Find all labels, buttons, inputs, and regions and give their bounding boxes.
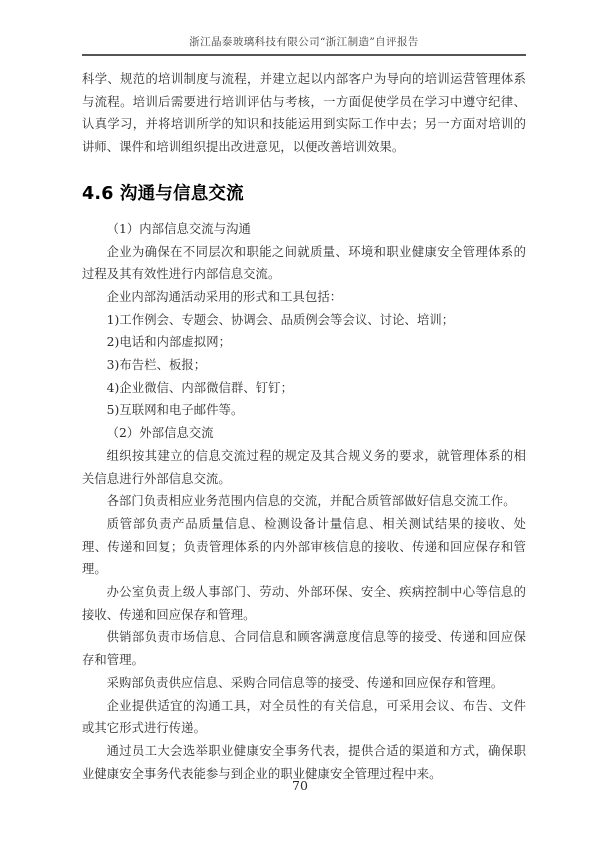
subsection-2-paragraph-3: 质管部负责产品质量信息、检测设备计量信息、相关测试结果的接收、处理、传递和回复；负责管理体系的内外部审核信息的接收、传递和回应保存和管理。 <box>82 516 526 577</box>
section-heading-block <box>82 181 526 207</box>
header-divider <box>82 54 526 56</box>
list-item: 4)企业微信、内部微信群、钉钉； <box>106 380 293 395</box>
subsection-1-paragraph-2: 企业内部沟通活动采用的形式和工具包括： <box>106 289 343 304</box>
list-item: 3)布告栏、板报； <box>106 358 207 373</box>
section-heading: 4.6 沟通与信息交流 <box>82 183 244 204</box>
subsection-2-paragraph-5: 供销部负责市场信息、合同信息和顾客满意度信息等的接受、传递和回应保存和管理。 <box>82 630 526 668</box>
subsection-2-paragraph-2: 各部门负责相应业务范围内信息的交流，并配合质管部做好信息交流工作。 <box>106 494 516 509</box>
subsection-2-paragraph-6: 采购部负责供应信息、采购合同信息等的接受、传递和回应保存和管理。 <box>106 675 504 690</box>
subsection-2-paragraph-8: 通过员工大会选举职业健康安全事务代表，提供合适的渠道和方式，确保职业健康安全事务代表能参与到企业的职业健康安全管理过程中来。 <box>82 743 526 781</box>
subsection-2-paragraph-1: 组织按其建立的信息交流过程的规定及其合规义务的要求，就管理体系的相关信息进行外部信息交流。 <box>82 448 526 486</box>
page-number: 70 <box>292 778 308 793</box>
list-item: 2)电话和内部虚拟网； <box>106 335 231 350</box>
list-item: 1)工作例会、专题会、协调会、品质例会等会议、讨论、培训； <box>106 312 455 327</box>
page-header <box>82 34 526 56</box>
intro-paragraph: 科学、规范的培训制度与流程，并建立起以内部客户为导向的培训运营管理体系与流程。培训后需要进行培训评估与考核，一方面促使学员在学习中遵守纪律、认真学习，并将培训所学的知识和技能运用到实际工作中去；另一方面对培训的讲师、课件和培训组织提出改进意见，以便改善培训效果。 <box>82 72 526 155</box>
subsection-2-paragraph-7: 企业提供适宜的沟通工具，对全员性的有关信息，可采用会议、布告、文件或其它形式进行传递。 <box>82 698 526 736</box>
page-content <box>82 68 526 785</box>
subsection-2-paragraph-4: 办公室负责上级人事部门、劳动、外部环保、安全、疾病控制中心等信息的接收、传递和回应保存和管理。 <box>82 585 526 622</box>
list-item: 5)互联网和电子邮件等。 <box>106 403 244 418</box>
subsection-1-title: （1）内部信息交流与沟通 <box>106 221 251 236</box>
subsection-1-paragraph-1: 企业为确保在不同层次和职能之间就质量、环境和职业健康安全管理体系的过程及其有效性进行内部信息交流。 <box>82 244 526 282</box>
subsection-2-title: （2）外部信息交流 <box>106 426 214 441</box>
header-title: 浙江晶泰玻璃科技有限公司“浙江制造”自评报告 <box>189 36 419 48</box>
internal-tools-list <box>82 309 526 423</box>
